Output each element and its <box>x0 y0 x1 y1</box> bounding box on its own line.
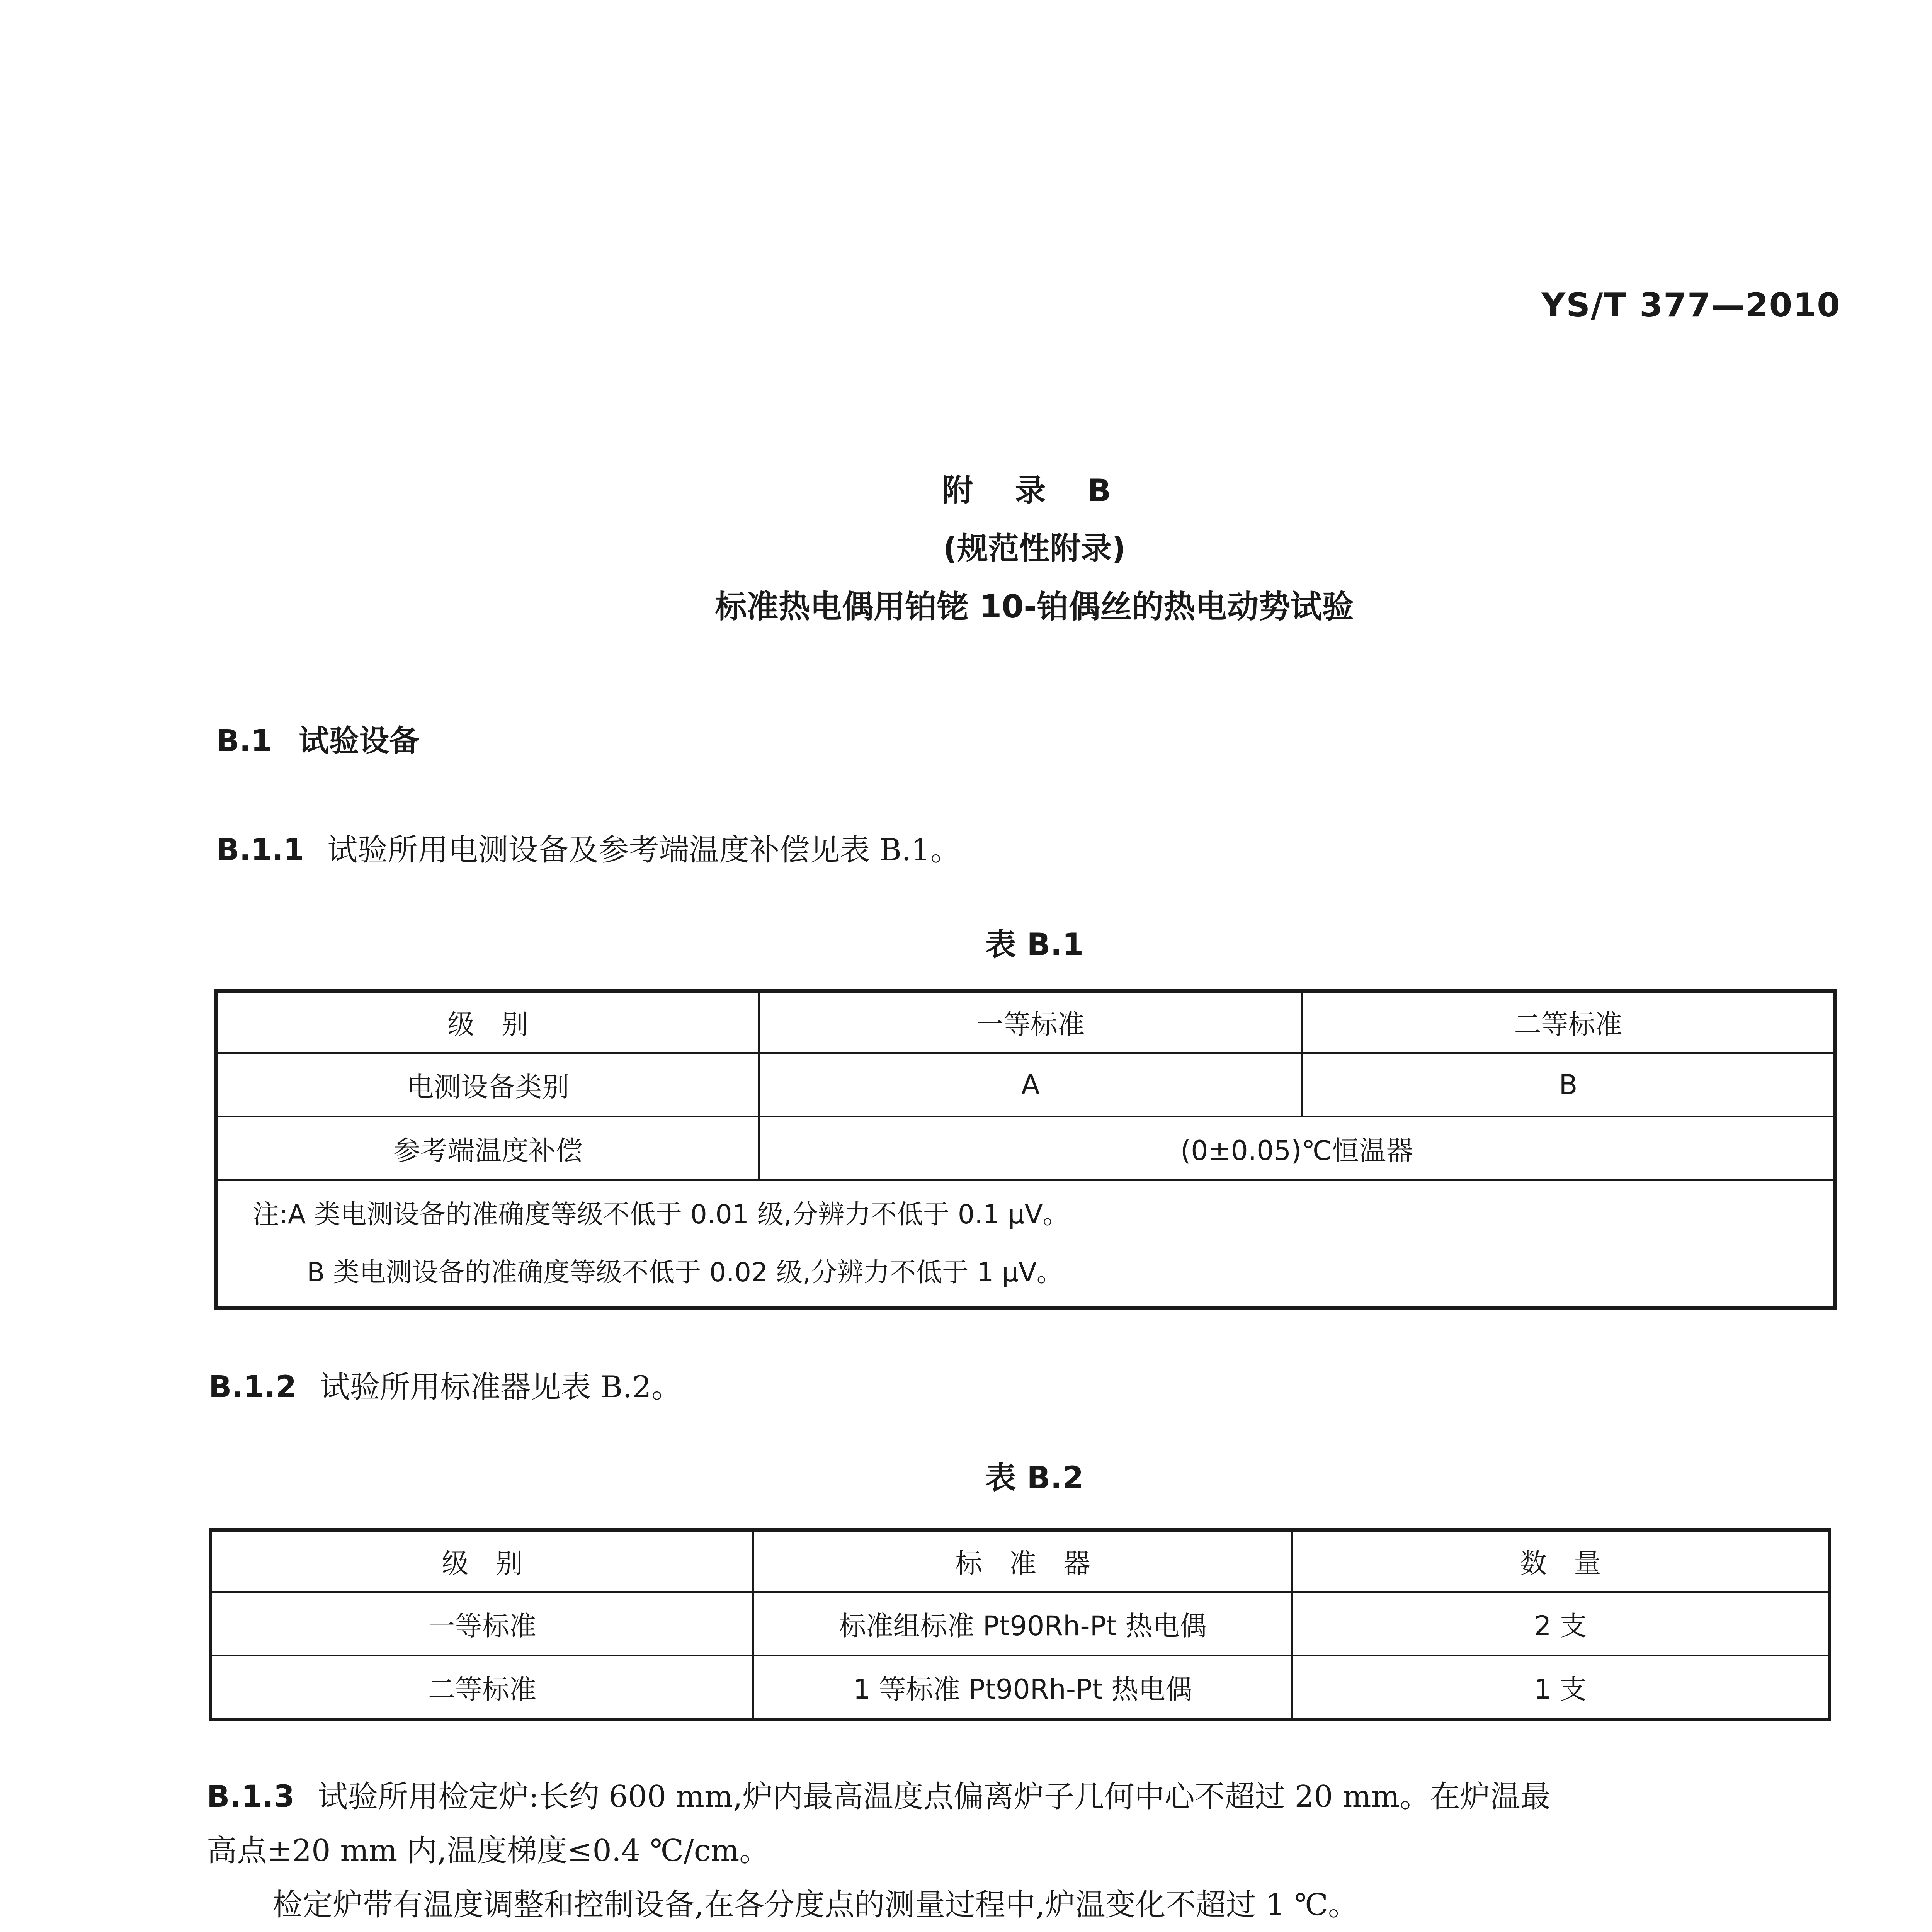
table-row <box>216 1117 1835 1180</box>
table-b2 <box>209 1528 1831 1721</box>
table-cell: A <box>759 1053 1302 1117</box>
note-line-2: B 类电测设备的准确度等级不低于 0.02 级,分辨力不低于 1 μV。 <box>307 1257 1063 1288</box>
clause-number: B.1.3 <box>207 1779 295 1814</box>
note-label: 注: <box>253 1199 288 1230</box>
table-b2-caption: 表 B.2 <box>985 1460 1084 1496</box>
table-cell: 电测设备类别 <box>216 1053 759 1117</box>
note-line-1: A 类电测设备的准确度等级不低于 0.01 级,分辨力不低于 0.1 μV。 <box>287 1199 1069 1230</box>
table-b1 <box>214 989 1837 1310</box>
table-header-cell: 级 别 <box>216 991 759 1053</box>
table-row <box>211 1656 1830 1719</box>
table-row <box>216 1053 1835 1117</box>
annex-type: (规范性附录) <box>943 531 1126 566</box>
clause-b1-3 <box>207 1770 1551 1932</box>
clause-number: B.1.2 <box>209 1370 297 1405</box>
annex-title: 附 录 B <box>942 473 1127 509</box>
section-heading-b1 <box>216 717 419 760</box>
table-note <box>216 1180 1835 1308</box>
annex-name: 标准热电偶用铂铑 10-铂偶丝的热电动势试验 <box>715 588 1354 625</box>
table-header-cell: 一等标准 <box>759 991 1302 1053</box>
table-cell: 2 支 <box>1293 1592 1830 1656</box>
clause-text: 试验所用标准器见表 B.2。 <box>320 1370 682 1405</box>
clause-text-line-2: 高点±20 mm 内,温度梯度≤0.4 ℃/cm。 <box>207 1833 770 1868</box>
section-number: B.1 <box>216 724 272 759</box>
table-cell: 参考端温度补偿 <box>216 1117 759 1180</box>
clause-number: B.1.1 <box>216 833 304 867</box>
clause-b1-1 <box>216 823 961 877</box>
table-cell: 一等标准 <box>211 1592 753 1656</box>
table-cell: 二等标准 <box>211 1656 753 1719</box>
clause-text-line-3: 检定炉带有温度调整和控制设备,在各分度点的测量过程中,炉温变化不超过 1 ℃。 <box>272 1888 1359 1922</box>
section-title: 试验设备 <box>299 724 420 759</box>
table-row <box>211 1592 1830 1656</box>
table-cell: 1 等标准 Pt90Rh-Pt 热电偶 <box>753 1656 1293 1719</box>
table-cell: 1 支 <box>1293 1656 1830 1719</box>
standard-number: YS/T 377—2010 <box>1541 286 1841 325</box>
table-header-cell: 级 别 <box>211 1530 753 1592</box>
table-header-row <box>216 991 1835 1053</box>
table-note-row <box>216 1180 1835 1308</box>
clause-text-line-1: 试验所用检定炉:长约 600 mm,炉内最高温度点偏离炉子几何中心不超过 20 mm。在炉温最 <box>318 1779 1551 1814</box>
table-cell: 标准组标准 Pt90Rh-Pt 热电偶 <box>753 1592 1293 1656</box>
table-header-cell: 二等标准 <box>1302 991 1835 1053</box>
clause-text: 试验所用电测设备及参考端温度补偿见表 B.1。 <box>327 833 961 867</box>
table-cell: B <box>1302 1053 1835 1117</box>
clause-b1-2 <box>209 1360 682 1414</box>
table-b1-caption: 表 B.1 <box>985 927 1084 963</box>
table-header-cell: 数 量 <box>1293 1530 1830 1592</box>
table-header-cell: 标 准 器 <box>753 1530 1293 1592</box>
table-header-row <box>211 1530 1830 1592</box>
table-cell: (0±0.05)℃恒温器 <box>759 1117 1835 1180</box>
